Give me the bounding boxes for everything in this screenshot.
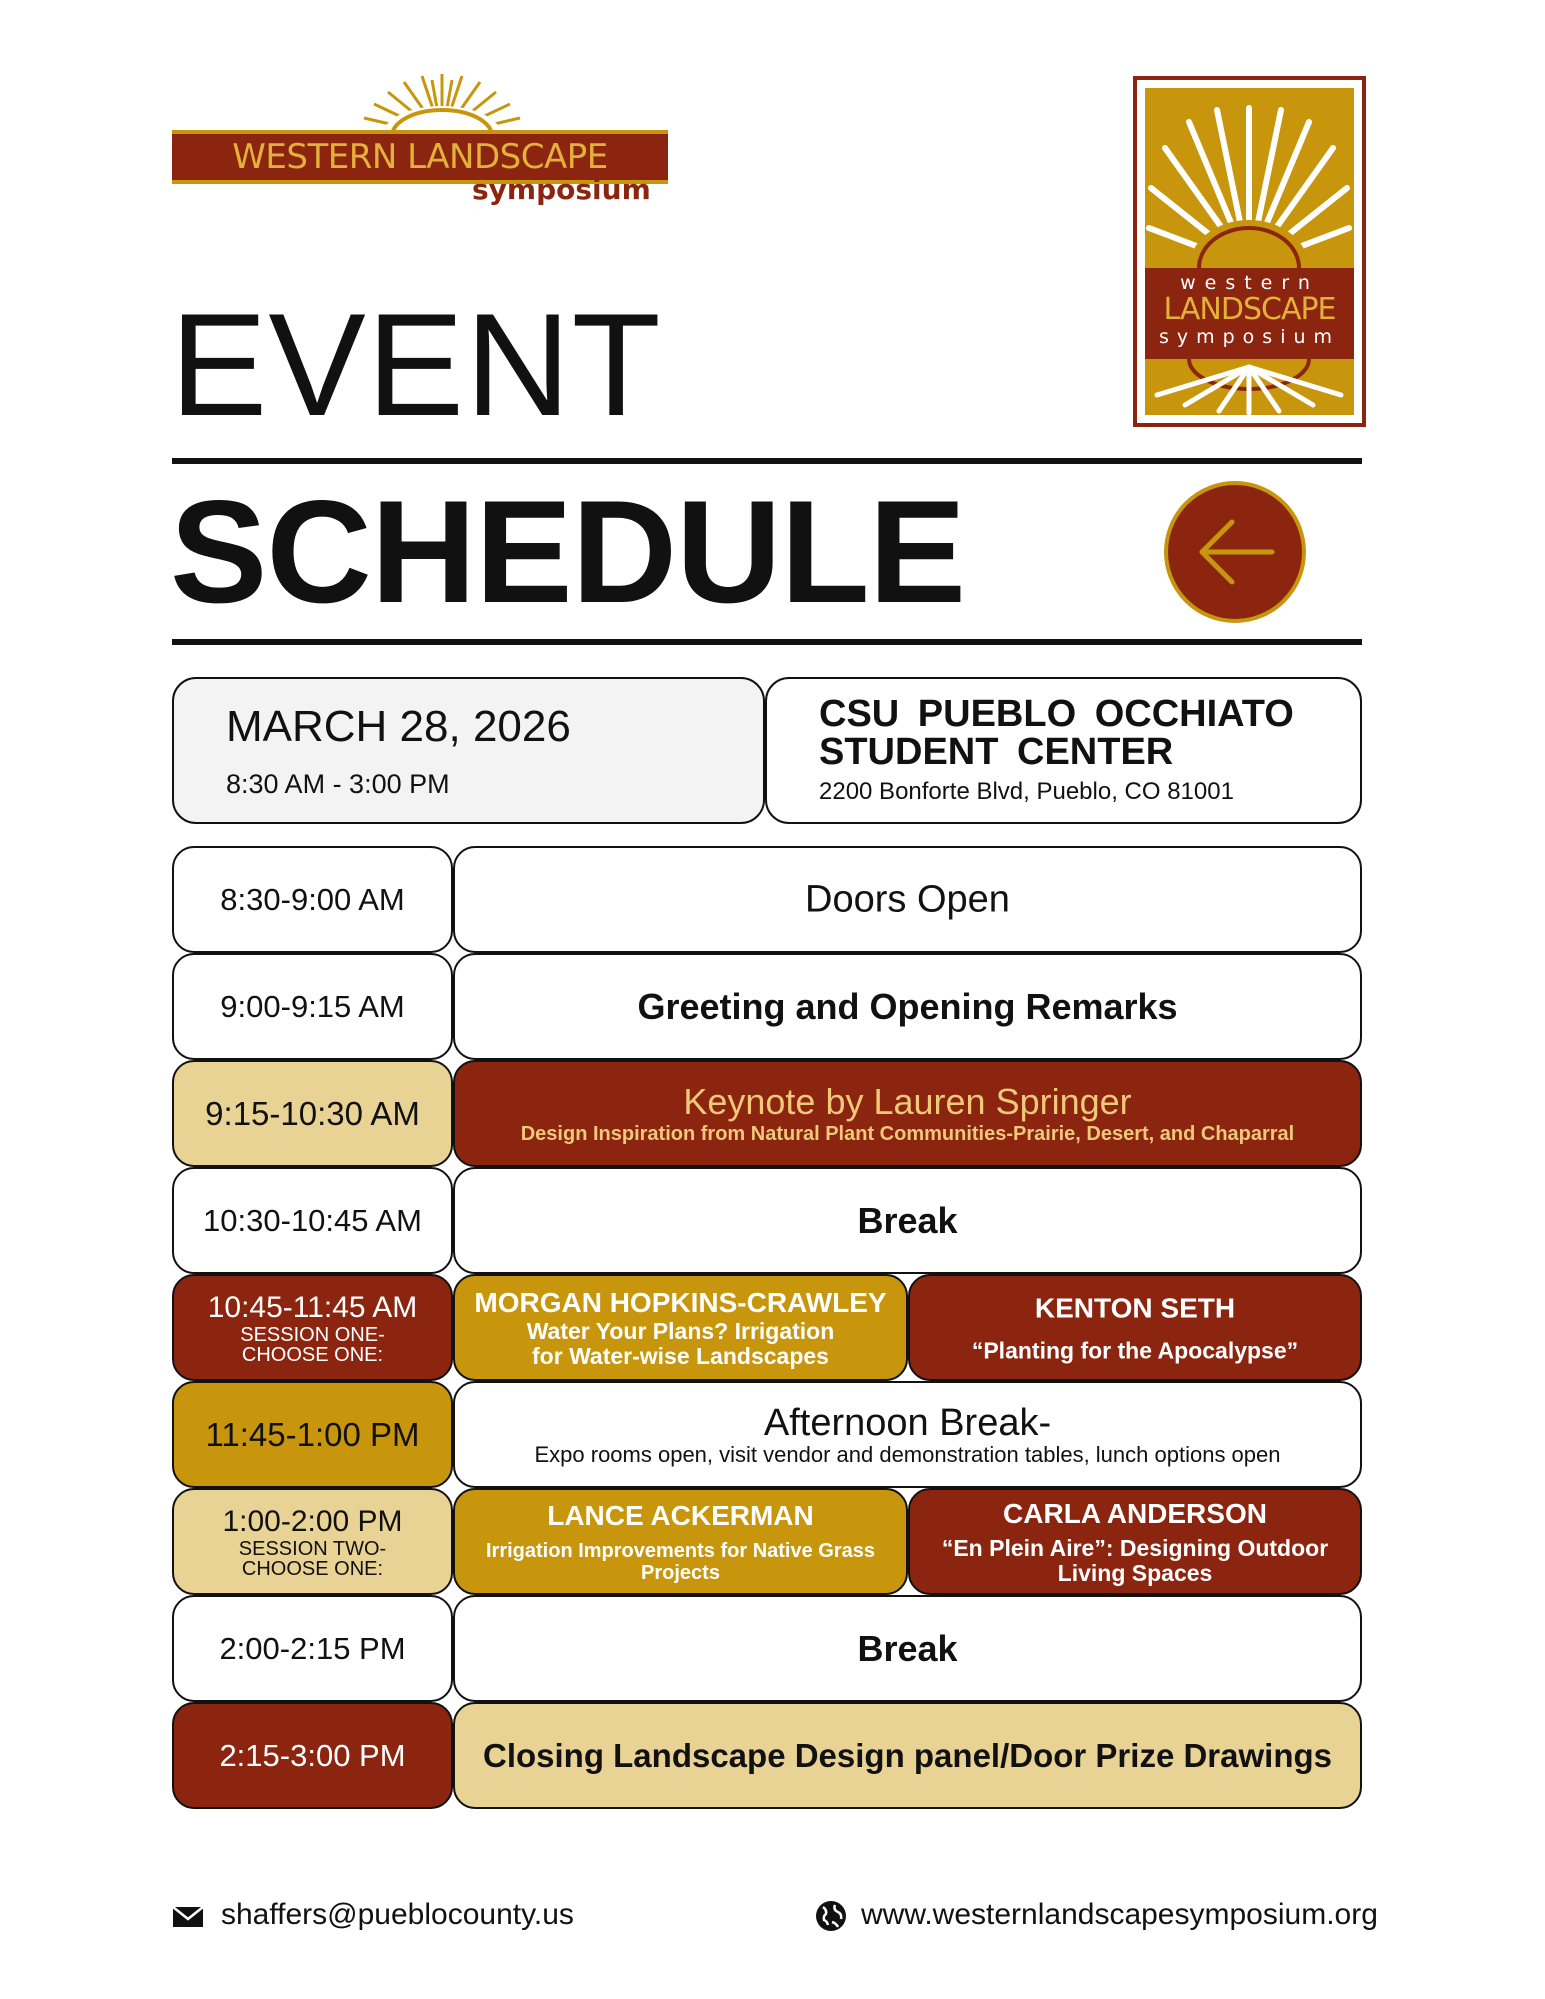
session-note: CHOOSE ONE:: [241, 1343, 384, 1366]
time-label: 10:30-10:45 AM: [203, 1202, 422, 1238]
speaker-name: MORGAN HOPKINS-CRAWLEY: [474, 1286, 887, 1318]
event-address: 2200 Bonforte Blvd, Pueblo, CO 81001: [819, 778, 1234, 805]
event-title: Closing Landscape Design panel/Door Prize Drawings: [482, 1736, 1332, 1774]
event-cell: [453, 1381, 1362, 1488]
roots-decoration: [1145, 359, 1354, 415]
event-cell: [453, 846, 1362, 953]
sun-rays-icon: [1145, 88, 1354, 268]
talk-title: Water Your Plans? Irrigation for Water-wise Landscapes: [526, 1317, 835, 1369]
event-cell: [453, 1702, 1362, 1809]
logo-line-landscape: LANDSCAPE: [1163, 292, 1336, 327]
session-option-a[interactable]: [453, 1274, 908, 1381]
time-cell: [172, 1702, 453, 1809]
event-cell: [453, 1167, 1362, 1274]
heading-event: EVENT: [170, 283, 662, 446]
heading-schedule: SCHEDULE: [170, 470, 966, 633]
time-label: 10:45-11:45 AM: [207, 1290, 418, 1324]
talk-title: “Planting for the Apocalypse”: [971, 1337, 1299, 1363]
session-option-b[interactable]: [908, 1274, 1362, 1381]
event-venue-box: [765, 677, 1362, 824]
event-date-box: [172, 677, 765, 824]
time-cell: [172, 1381, 453, 1488]
event-title: Greeting and Opening Remarks: [637, 985, 1178, 1027]
time-cell: [172, 1167, 453, 1274]
mail-icon: [172, 1906, 204, 1928]
event-title: Afternoon Break-: [763, 1401, 1052, 1444]
talk-title: Irrigation Improvements for Native Grass Projects: [485, 1539, 875, 1584]
divider: [172, 458, 1362, 464]
time-label: 11:45-1:00 PM: [205, 1415, 420, 1453]
speaker-name: LANCE ACKERMAN: [547, 1499, 814, 1531]
session-option-b[interactable]: [908, 1488, 1362, 1595]
divider: [172, 639, 1362, 645]
keynote-title: Keynote by Lauren Springer: [683, 1080, 1132, 1122]
event-cell: [453, 953, 1362, 1060]
session-note: SESSION ONE-: [240, 1323, 385, 1346]
contact-email-link[interactable]: shaffers@pueblocounty.us: [221, 1898, 574, 1931]
time-label: 2:00-2:15 PM: [219, 1630, 406, 1666]
event-title: Break: [857, 1627, 958, 1669]
session-note: CHOOSE ONE:: [241, 1557, 384, 1580]
speaker-name: KENTON SETH: [1034, 1292, 1236, 1323]
event-cell: [453, 1595, 1362, 1702]
time-label: 9:15-10:30 AM: [205, 1094, 420, 1132]
logo-line-symposium: symposium: [1158, 326, 1341, 348]
session-note: SESSION TWO-: [238, 1537, 387, 1560]
back-arrow-button[interactable]: [1164, 481, 1306, 623]
event-date: MARCH 28, 2026: [226, 702, 571, 751]
event-title: Break: [857, 1199, 958, 1241]
arrow-left-icon: [1168, 485, 1302, 619]
time-cell: [172, 1060, 453, 1167]
speaker-name: CARLA ANDERSON: [1003, 1497, 1267, 1529]
keynote-subtitle: Design Inspiration from Natural Plant Communities-Prairie, Desert, and Chaparral: [520, 1122, 1295, 1145]
time-label: 8:30-9:00 AM: [220, 881, 405, 917]
event-subtitle: Expo rooms open, visit vendor and demonstration tables, lunch options open: [534, 1441, 1281, 1467]
time-label: 1:00-2:00 PM: [222, 1504, 403, 1538]
time-cell: [172, 953, 453, 1060]
logo-western-landscape-box: [1133, 76, 1366, 427]
time-label: 2:15-3:00 PM: [219, 1737, 406, 1773]
logo-wordmark: WESTERN LANDSCAPE: [172, 134, 668, 180]
keynote-cell: [453, 1060, 1362, 1167]
session-option-a[interactable]: [453, 1488, 908, 1595]
time-cell: [172, 1274, 453, 1381]
logo-western-landscape-small: [172, 70, 672, 205]
time-cell: [172, 1595, 453, 1702]
talk-title: “En Plein Aire”: Designing Outdoor Living Spaces: [941, 1534, 1329, 1586]
time-cell: [172, 846, 453, 953]
logo-subtitle: symposium: [472, 173, 651, 206]
event-hours: 8:30 AM - 3:00 PM: [226, 769, 450, 799]
event-venue: CSU PUEBLO OCCHIATO STUDENT CENTER: [819, 693, 1294, 773]
website-link[interactable]: www.westernlandscapesymposium.org: [861, 1898, 1378, 1931]
event-title: Doors Open: [805, 878, 1010, 920]
globe-icon: [815, 1900, 847, 1932]
time-label: 9:00-9:15 AM: [220, 988, 405, 1024]
logo-line-western: western: [1180, 272, 1319, 294]
time-cell: [172, 1488, 453, 1595]
